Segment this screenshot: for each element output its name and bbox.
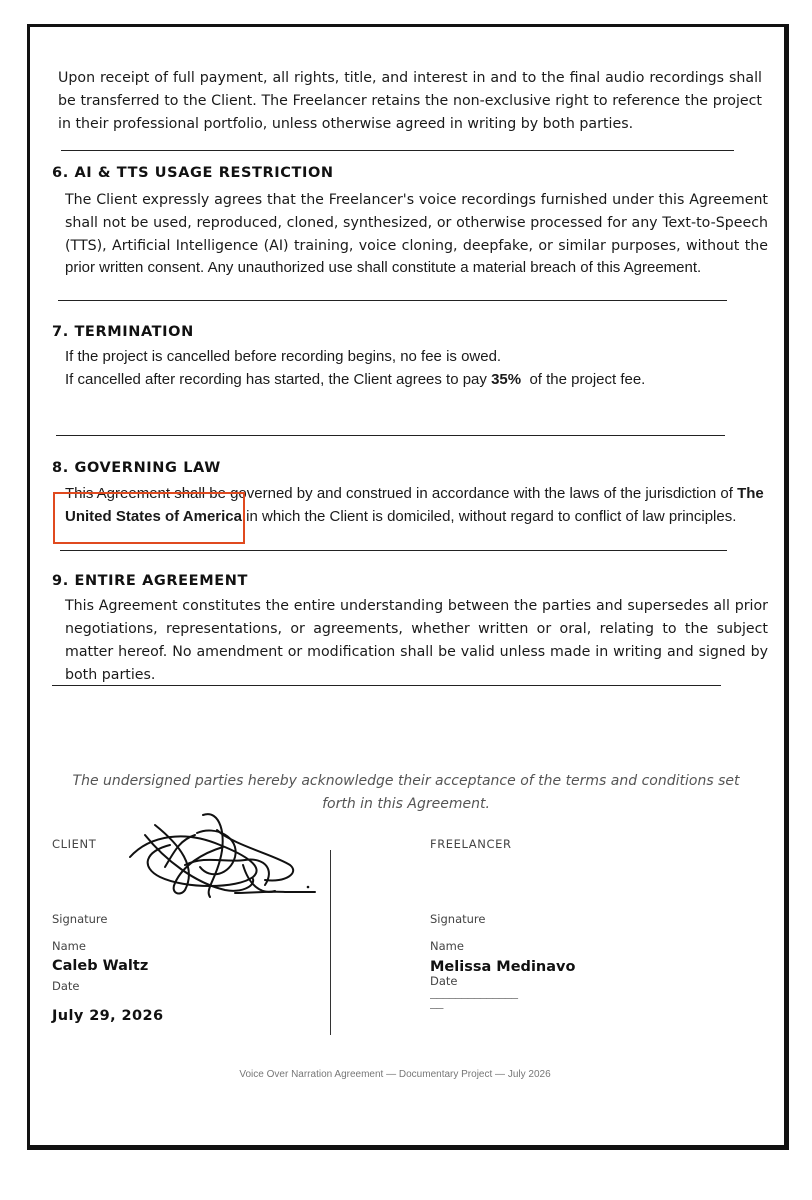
divider <box>61 150 734 151</box>
section-7-heading: 7. TERMINATION <box>52 324 194 340</box>
section-9-heading: 9. ENTIRE AGREEMENT <box>52 573 248 589</box>
client-date-label: Date <box>52 979 80 993</box>
freelancer-date-label: Date <box>430 974 458 988</box>
highlight-box <box>53 492 245 544</box>
freelancer-date-blank-continued: __ <box>430 995 443 1009</box>
section-9-text: This Agreement constitutes the entire understanding between the parties and supersedes all prior negotiations, representations, or agreements, whether written or oral, relating to the subject matter hereof. No amendment or modification shall be valid unless made in writing and signed by both parties. <box>65 598 768 683</box>
section-6-text: The Client expressly agrees that the Freelancer's voice recordings furnished under this Agreement shall not be used, reproduced, cloned, synthesized, or otherwise processed for any Text-to-Speech (TTS), Artificial Intelligence (AI) training, voice cloning, deepfake, or similar purposes, without the <box>65 192 768 254</box>
section-8-text-pre: This Agreement shall be governed by and construed in accordance with the laws of the jurisdiction of <box>65 485 738 502</box>
section-7-line-2 <box>65 368 768 391</box>
freelancer-label: FREELANCER <box>430 837 512 851</box>
freelancer-date-blank: ______________ <box>430 985 518 999</box>
acknowledgement-text: The undersigned parties hereby acknowledge their acceptance of the terms and conditions set forth in this Agreement. <box>72 773 740 812</box>
termination-fee-percent: 35% <box>491 371 522 388</box>
client-signature-label: Signature <box>52 912 108 926</box>
section-8-text-post: in which the Client is domiciled, without regard to conflict of law principles. <box>242 508 737 525</box>
signature-divider <box>330 850 331 1035</box>
client-label: CLIENT <box>52 837 97 851</box>
ownership-paragraph: Upon receipt of full payment, all rights, title, and interest in and to the final audio recordings shall be transferred to the Client. The Freelancer retains the non-exclusive right to reference the project in their professional portfolio, unless otherwise agreed in writing by both parties. <box>58 70 762 132</box>
freelancer-name-label: Name <box>430 939 464 953</box>
client-date: July 29, 2026 <box>52 1008 164 1024</box>
divider <box>56 435 725 436</box>
client-name-label: Name <box>52 939 86 953</box>
section-7-line-2-post: of the project fee. <box>521 371 646 388</box>
divider <box>52 685 721 686</box>
section-7-line-2-pre: If cancelled after recording has started, the Client agrees to pay <box>65 371 492 388</box>
section-6-text-continued: prior written consent. Any unauthorized use shall constitute a material breach of this Agreement. <box>65 259 702 276</box>
client-name: Caleb Waltz <box>52 958 149 974</box>
client-signature <box>125 805 325 900</box>
freelancer-name: Melissa Medinavo <box>430 959 576 975</box>
section-7-line-1: If the project is cancelled before recording begins, no fee is owed. <box>65 348 502 365</box>
divider <box>60 550 727 551</box>
divider <box>58 300 727 301</box>
footer-text: Voice Over Narration Agreement — Documentary Project — July 2026 <box>239 1069 551 1080</box>
section-6-heading: 6. AI & TTS USAGE RESTRICTION <box>52 165 334 181</box>
jurisdiction-name: The United States of America <box>65 485 764 525</box>
freelancer-signature-label: Signature <box>430 912 486 926</box>
section-8-heading: 8. GOVERNING LAW <box>52 460 221 476</box>
